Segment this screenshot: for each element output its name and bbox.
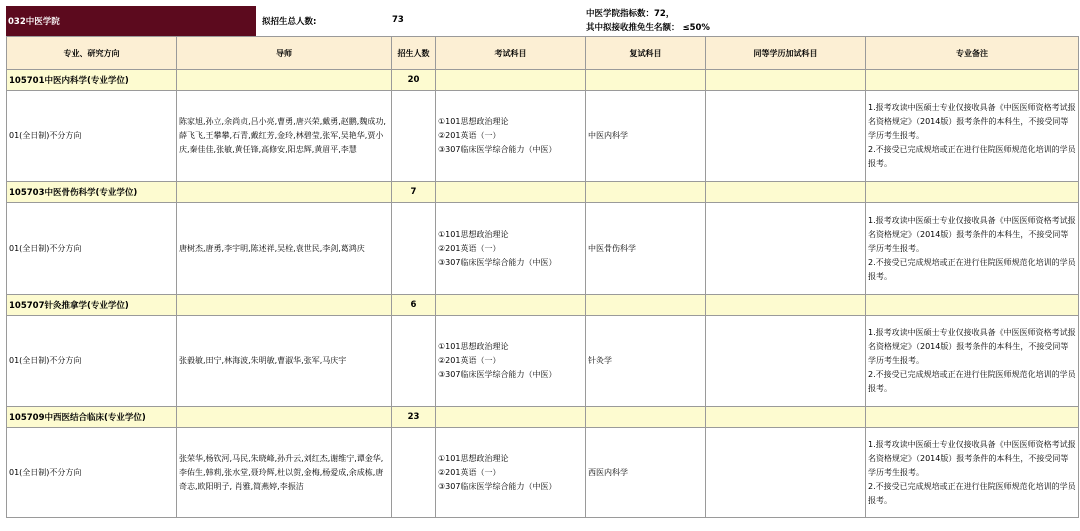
remarks-cell: 1.报考攻读中医硕士专业仅接收具备《中医医师资格考试报名资格规定》（2014版）报考条件的本科生，不接受同等学历考生报考。 2.不接受已完成规培或正在进行住院医师规范化培训的学员报考。 xyxy=(866,91,1079,182)
program-table xyxy=(6,36,1079,518)
remarks-cell: 1.报考攻读中医硕士专业仅接收具备《中医医师资格考试报名资格规定》（2014版）报考条件的本科生，不接受同等学历考生报考。 2.不接受已完成规培或正在进行住院医师规范化培训的学员报考。 xyxy=(866,316,1079,407)
extra-exam-cell xyxy=(706,203,866,295)
col-exam-header: 考试科目 xyxy=(436,37,586,70)
extra-exam-cell xyxy=(706,428,866,518)
quota-note-2: 其中拟接收推免生名额： ≤50% xyxy=(586,23,710,33)
exam-cell: ①101思想政治理论 ②201英语（一） ③307临床医学综合能力（中医） xyxy=(436,203,586,295)
direction-cell: 01(全日制)不分方向 xyxy=(7,91,177,182)
major-count: 20 xyxy=(392,70,436,91)
quota-label: 拟招生总人数: xyxy=(262,17,317,27)
major-row xyxy=(7,70,1079,91)
tutors-cell: 张毅敏,田宁,林海波,朱明敏,曹淑华,张军,马庆宇 xyxy=(177,316,392,407)
major-row xyxy=(7,295,1079,316)
major-row xyxy=(7,407,1079,428)
extra-exam-cell xyxy=(706,316,866,407)
direction-row xyxy=(7,91,1079,182)
direction-cell: 01(全日制)不分方向 xyxy=(7,428,177,518)
extra-exam-cell xyxy=(706,91,866,182)
retest-cell: 针灸学 xyxy=(586,316,706,407)
quota-note-1: 中医学院指标数：72， xyxy=(586,9,675,19)
major-count: 6 xyxy=(392,295,436,316)
major-count: 7 xyxy=(392,182,436,203)
col-remarks-header: 专业备注 xyxy=(866,37,1079,70)
retest-cell: 中医内科学 xyxy=(586,91,706,182)
major-name: 105703中医骨伤科学(专业学位) xyxy=(7,182,177,203)
col-extra-header: 同等学历加试科目 xyxy=(706,37,866,70)
retest-cell: 中医骨伤科学 xyxy=(586,203,706,295)
tutors-cell: 陈家旭,孙立,余尚贞,吕小亮,曹勇,唐兴荣,戴勇,赵鹏,魏成功,薛飞飞,王攀攀,石青,戴红芳,金玲,林碧莹,张军,吴艳华,贾小庆,秦佳佳,张敏,黄任锋,高修安,阳忠辉,黄眉平,李慧 xyxy=(177,91,392,182)
direction-cell: 01(全日制)不分方向 xyxy=(7,316,177,407)
exam-cell: ①101思想政治理论 ②201英语（一） ③307临床医学综合能力（中医） xyxy=(436,91,586,182)
remarks-cell: 1.报考攻读中医硕士专业仅接收具备《中医医师资格考试报名资格规定》（2014版）报考条件的本科生，不接受同等学历考生报考。 2.不接受已完成规培或正在进行住院医师规范化培训的学员报考。 xyxy=(866,203,1079,295)
col-direction-header: 专业、研究方向 xyxy=(7,37,177,70)
col-retest-header: 复试科目 xyxy=(586,37,706,70)
major-count: 23 xyxy=(392,407,436,428)
direction-row xyxy=(7,203,1079,295)
direction-cell: 01(全日制)不分方向 xyxy=(7,203,177,295)
college-name: 032中医学院 xyxy=(6,6,256,36)
exam-cell: ①101思想政治理论 ②201英语（一） ③307临床医学综合能力（中医） xyxy=(436,428,586,518)
col-count-header: 招生人数 xyxy=(392,37,436,70)
col-tutor-header: 导师 xyxy=(177,37,392,70)
sheet-header xyxy=(0,0,1080,36)
major-row xyxy=(7,182,1079,203)
quota-value: 73 xyxy=(392,15,404,25)
direction-row xyxy=(7,316,1079,407)
direction-row xyxy=(7,428,1079,518)
major-name: 105707针灸推拿学(专业学位) xyxy=(7,295,177,316)
column-header-row xyxy=(7,37,1079,70)
tutors-cell: 唐树杰,唐勇,李宇明,陈述祥,吴栓,袁世民,李剑,葛鸿庆 xyxy=(177,203,392,295)
remarks-cell: 1.报考攻读中医硕士专业仅接收具备《中医医师资格考试报名资格规定》（2014版）报考条件的本科生，不接受同等学历考生报考。 2.不接受已完成规培或正在进行住院医师规范化培训的学员报考。 xyxy=(866,428,1079,518)
major-name: 105709中西医结合临床(专业学位) xyxy=(7,407,177,428)
major-name: 105701中医内科学(专业学位) xyxy=(7,70,177,91)
exam-cell: ①101思想政治理论 ②201英语（一） ③307临床医学综合能力（中医） xyxy=(436,316,586,407)
retest-cell: 西医内科学 xyxy=(586,428,706,518)
tutors-cell: 张荣华,杨钦河,马民,朱晓峰,孙升云,刘红杰,谢维宁,谭金华,李佑生,韩莉,张水堂,聂玲辉,杜以贺,金梅,杨爱成,余成栋,唐奇志,欧阳明子, 肖雅,简燕婷,李振洁 xyxy=(177,428,392,518)
